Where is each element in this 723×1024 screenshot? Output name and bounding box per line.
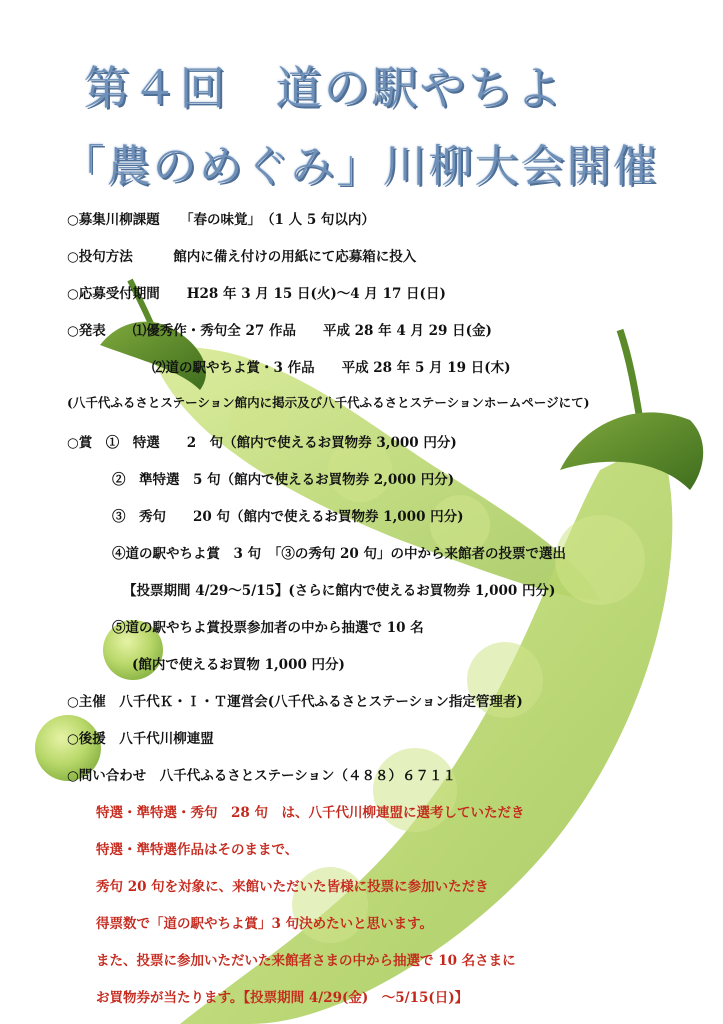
prize-5-detail: (館内で使えるお買物 1,000 円分) [132, 657, 345, 673]
info-display-note: (八千代ふるさとステーション館内に掲示及び八千代ふるさとステーションホームページにて) [67, 395, 590, 410]
prize-4: ④道の駅やちよ賞 3 句 「③の秀句 20 句」の中から来館者の投票で選出 [112, 546, 567, 562]
title-line-1: 第４回 道の駅やちよ [83, 61, 564, 115]
info-topic: ○募集川柳課題 「春の味覚」 （1 人 5 句以内） [67, 212, 375, 228]
sponsor: ○後援 八千代川柳連盟 [67, 731, 214, 747]
title-line-2: 「農のめぐみ」川柳大会開催 [60, 141, 659, 192]
info-announce-1: ○発表 ⑴優秀作・秀句全 27 作品 平成 28 年 4 月 29 日(金) [67, 323, 492, 339]
info-method: ○投句方法 館内に備え付けの用紙にて応募箱に投入 [67, 249, 417, 265]
info-period: ○応募受付期間 H28 年 3 月 15 日(火)～4 月 17 日(日) [67, 286, 446, 302]
note-5: また、投票に参加いただいた来館者さまの中から抽選で 10 名さまに [96, 953, 516, 969]
prize-1: ○賞 ① 特選 2 句（館内で使えるお買物券 3,000 円分) [67, 435, 457, 451]
note-1: 特選・準特選・秀句 28 句 は、八千代川柳連盟に選考していただき [96, 805, 525, 821]
note-2: 特選・準特選作品はそのままで、 [96, 842, 299, 858]
prize-2: ② 準特選 5 句（館内で使えるお買物券 2,000 円分) [112, 472, 455, 488]
note-6: お買物券が当たります。【投票期間 4/29(金) ～5/15(日)】 [96, 990, 469, 1006]
prize-4-period: 【投票期間 4/29～5/15】(さらに館内で使えるお買物券 1,000 円分) [123, 583, 556, 599]
organizer: ○主催 八千代Ｋ・Ｉ・Ｔ運営会(八千代ふるさとステーション指定管理者) [67, 694, 523, 710]
info-announce-2: ⑵道の駅やちよ賞・3 作品 平成 28 年 5 月 19 日(木) [152, 360, 511, 376]
prize-5: ⑤道の駅やちよ賞投票参加者の中から抽選で 10 名 [112, 620, 424, 636]
note-4: 得票数で「道の駅やちよ賞」3 句決めたいと思います。 [96, 916, 434, 932]
prize-3: ③ 秀句 20 句（館内で使えるお買物券 1,000 円分) [112, 509, 464, 525]
contact: ○問い合わせ 八千代ふるさとステーション（４８８）６７１１ [67, 768, 456, 784]
note-3: 秀句 20 句を対象に、来館いただいた皆様に投票に参加いただき [96, 879, 489, 895]
